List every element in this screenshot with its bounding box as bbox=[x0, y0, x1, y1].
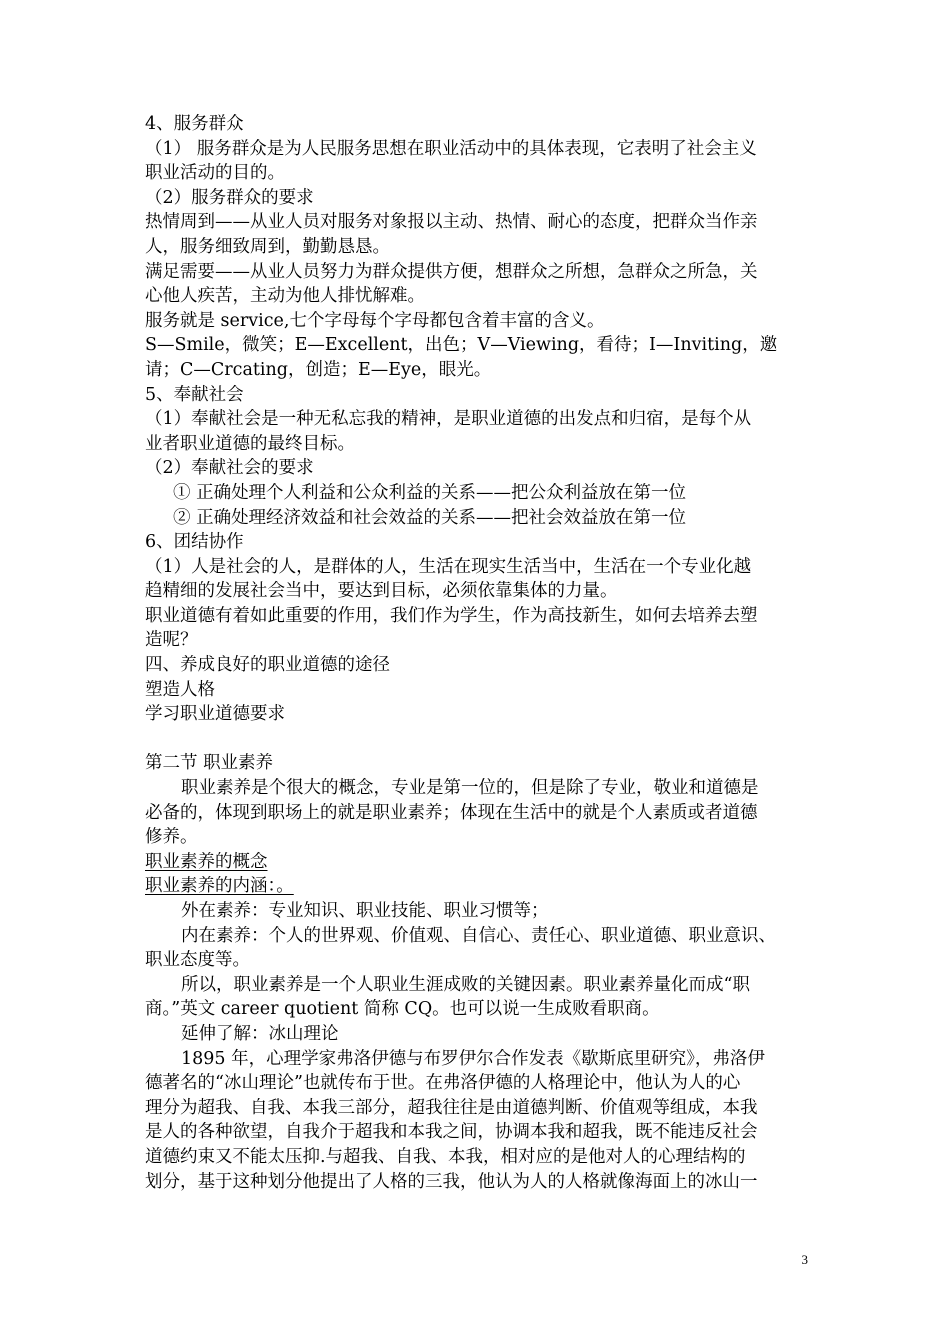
text-line: 内在素养：个人的世界观、价值观、自信心、责任心、职业道德、职业意识、 bbox=[181, 925, 776, 946]
text-line: 热情周到——从业人员对服务对象报以主动、热情、耐心的态度，把群众当作亲 bbox=[145, 212, 758, 233]
text-line: 心他人疾苦，主动为他人排忧解难。 bbox=[145, 286, 425, 307]
text-line: 学习职业道德要求 bbox=[145, 704, 285, 725]
text-line: 职业素养是个很大的概念，专业是第一位的，但是除了专业，敬业和道德是 bbox=[181, 778, 759, 799]
text-line: （2）奉献社会的要求 bbox=[145, 458, 314, 479]
text-line: 必备的，体现到职场上的就是职业素养；体现在生活中的就是个人素质或者道德 bbox=[145, 802, 758, 823]
text-line: 职业道德有着如此重要的作用，我们作为学生，作为高技新生，如何去培养去塑 bbox=[145, 605, 758, 626]
text-line: 造呢？ bbox=[145, 630, 198, 651]
text-line: （1）奉献社会是一种无私忘我的精神，是职业道德的出发点和归宿，是每个从 bbox=[145, 409, 752, 430]
text-line: 德著名的“冰山理论”也就传布于世。在弗洛伊德的人格理论中，他认为人的心 bbox=[145, 1073, 741, 1094]
text-line: 服务就是 service,七个字母每个字母都包含着丰富的含义。 bbox=[145, 310, 605, 331]
text-line: 外在素养：专业知识、职业技能、职业习惯等； bbox=[181, 901, 549, 921]
text-line: 业者职业道德的最终目标。 bbox=[145, 433, 355, 454]
text-line: 趋精细的发展社会当中，要达到目标，必须依靠集体的力量。 bbox=[145, 581, 618, 602]
text-line: （1） 服务群众是为人民服务思想在职业活动中的具体表现，它表明了社会主义 bbox=[145, 138, 757, 159]
text-line: 延伸了解：冰山理论 bbox=[181, 1023, 339, 1044]
document-body bbox=[145, 112, 810, 1194]
text-line: 1895 年，心理学家弗洛伊德与布罗伊尔合作发表《歇斯底里研究》，弗洛伊 bbox=[181, 1048, 765, 1069]
text-line: 划分，基于这种划分他提出了人格的三我，他认为人的人格就像海面上的冰山一 bbox=[145, 1171, 758, 1192]
underlined-heading bbox=[145, 850, 810, 875]
connotation-heading: 职业素养的内涵：。 bbox=[145, 876, 294, 897]
list-item: ② 正确处理经济效益和社会效益的关系——把社会效益放在第一位 bbox=[173, 507, 687, 528]
heading-serve-public: 4、服务群众 bbox=[145, 114, 244, 134]
underlined-heading bbox=[145, 874, 810, 899]
page-number: 3 bbox=[801, 1252, 808, 1267]
text-line: 请；C—Crcating，创造；E—Eye，眼光。 bbox=[145, 359, 492, 380]
text-line: 道德约束又不能太压抑.与超我、自我、本我，相对应的是他对人的心理结构的 bbox=[145, 1146, 746, 1167]
heading-dedicate-society: 5、奉献社会 bbox=[145, 384, 244, 405]
text-line: 职业活动的目的。 bbox=[145, 163, 285, 184]
text-line: 人，服务细致周到，勤勤恳恳。 bbox=[145, 236, 390, 257]
heading-section-four: 四、养成良好的职业道德的途径 bbox=[145, 655, 390, 676]
text-line: 修养。 bbox=[145, 827, 198, 848]
text-line: （1）人是社会的人，是群体的人，生活在现实生活当中，生活在一个专业化越 bbox=[145, 556, 752, 577]
text-line: 是人的各种欲望，自我介于超我和本我之间，协调本我和超我，既不能违反社会 bbox=[145, 1122, 758, 1143]
text-line: 理分为超我、自我、本我三部分，超我往往是由道德判断、价值观等组成，本我 bbox=[145, 1097, 758, 1118]
text-line: 商。”英文 career quotient 简称 CQ。也可以说一生成败看职商。 bbox=[145, 999, 660, 1020]
text-line: S—Smile，微笑；E—Excellent，出色；V—Viewing，看待；I—Inviting，邀 bbox=[145, 335, 778, 356]
section-title: 第二节 职业素养 bbox=[145, 753, 274, 774]
heading-teamwork: 6、团结协作 bbox=[145, 532, 244, 553]
blank-line bbox=[145, 727, 810, 752]
text-line: 所以，职业素养是一个人职业生涯成败的关键因素。职业素养量化而成“职 bbox=[181, 974, 750, 995]
text-line: 职业态度等。 bbox=[145, 950, 250, 971]
text-line: 塑造人格 bbox=[145, 679, 215, 700]
list-item: ① 正确处理个人利益和公众利益的关系——把公众利益放在第一位 bbox=[173, 482, 687, 503]
text-line: （2）服务群众的要求 bbox=[145, 187, 314, 208]
concept-heading: 职业素养的概念 bbox=[145, 851, 268, 872]
text-line: 满足需要——从业人员努力为群众提供方便，想群众之所想，急群众之所急，关 bbox=[145, 261, 758, 282]
